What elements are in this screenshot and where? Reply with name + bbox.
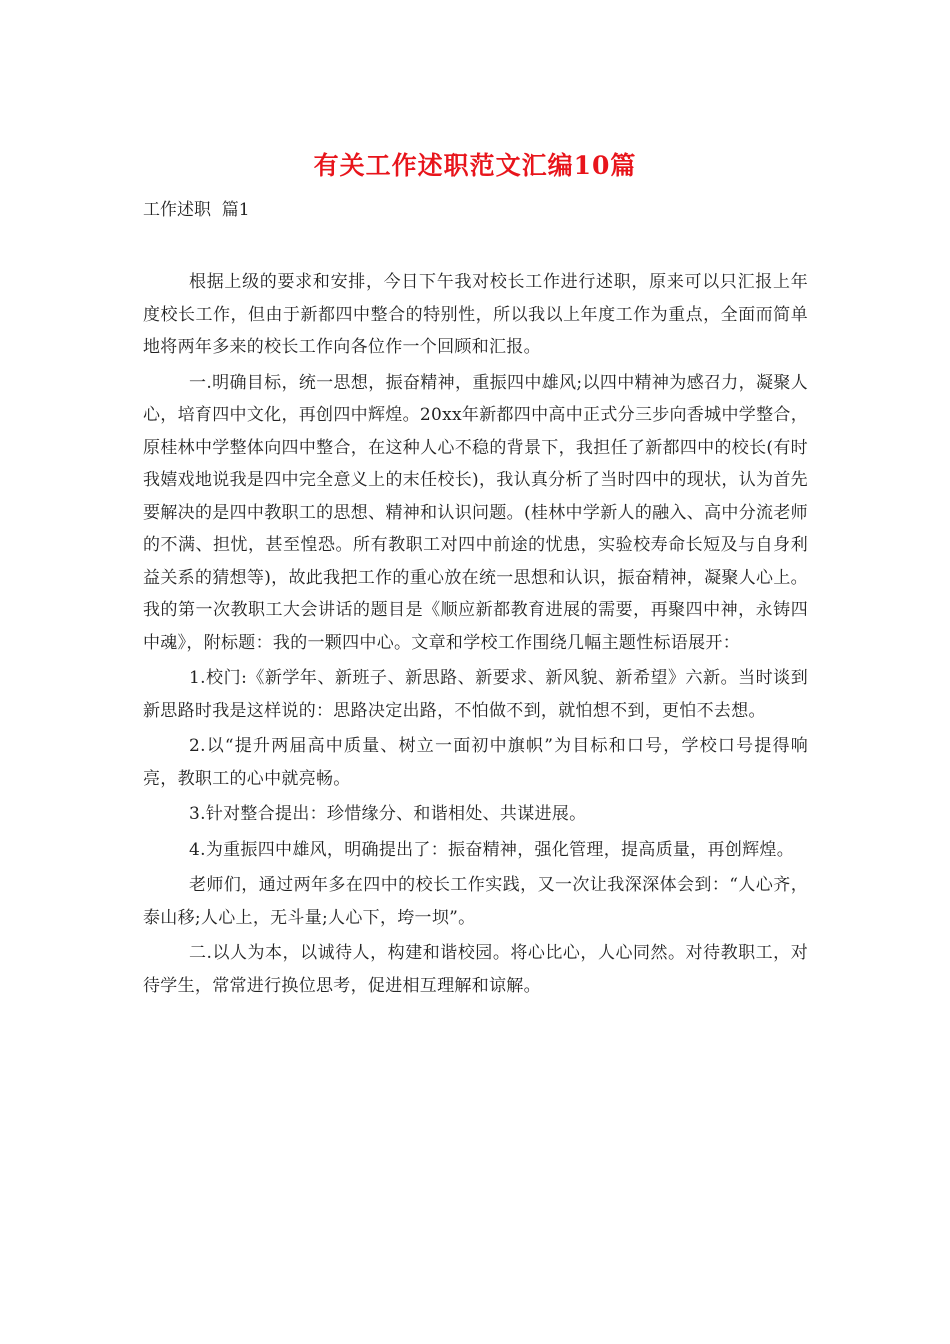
paragraph: 一.明确目标，统一思想，振奋精神，重振四中雄风;以四中精神为感召力，凝聚人心，培育四中文化，再创四中辉煌。20xx年新都四中高中正式分三步向香城中学整合，原桂林中学整体向四中整合，在这种人心不稳的背景下，我担任了新都四中的校长(有时我嬉戏地说我是四中完全意义上的末任校长)，我认真分析了当时四中的现状，认为首先要解决的是四中教职工的思想、精神和认识问题。(桂林中学新人的融入、高中分流老师的不满、担忧，甚至惶恐。所有教职工对四中前途的忧患，实验校寿命长短及与自身利益关系的猜想等)，故此我把工作的重心放在统一思想和认识，振奋精神，凝聚人心上。我的第一次教职工大会讲话的题目是《顺应新都教育进展的需要，再聚四中神，永铸四中魂》，附标题：我的一颗四中心。文章和学校工作围绕几幅主题性标语展开： xyxy=(143,372,808,653)
paragraph: 根据上级的要求和安排，今日下午我对校长工作进行述职，原来可以只汇报上年度校长工作，但由于新都四中整合的特别性，所以我以上年度工作为重点，全面而简单地将两年多来的校长工作向各位作一个回顾和汇报。 xyxy=(143,272,808,357)
paragraph: 3.针对整合提出：珍惜缘分、和谐相处、共谋进展。 xyxy=(189,804,587,824)
paragraph: 二.以人为本，以诚待人，构建和谐校园。将心比心，人心同然。对待教职工，对待学生，常常进行换位思考，促进相互理解和谅解。 xyxy=(143,943,808,996)
section-heading: 工作述职 篇1 xyxy=(143,200,250,220)
paragraph: 老师们，通过两年多在四中的校长工作实践，又一次让我深深体会到：“人心齐，泰山移;人心上，无斗量;人心下，垮一坝”。 xyxy=(143,875,808,928)
paragraph: 2.以“提升两届高中质量、树立一面初中旗帜”为目标和口号，学校口号提得响亮，教职工的心中就亮畅。 xyxy=(143,736,808,789)
document-title: 有关工作述职范文汇编10篇 xyxy=(313,151,637,180)
paragraph: 4.为重振四中雄风，明确提出了：振奋精神，强化管理，提高质量，再创辉煌。 xyxy=(189,839,795,860)
paragraph: 1.校门:《新学年、新班子、新思路、新要求、新风貌、新希望》六新。当时谈到新思路时我是这样说的：思路决定出路，不怕做不到，就怕想不到，更怕不去想。 xyxy=(143,668,808,721)
document-body xyxy=(143,266,808,1005)
